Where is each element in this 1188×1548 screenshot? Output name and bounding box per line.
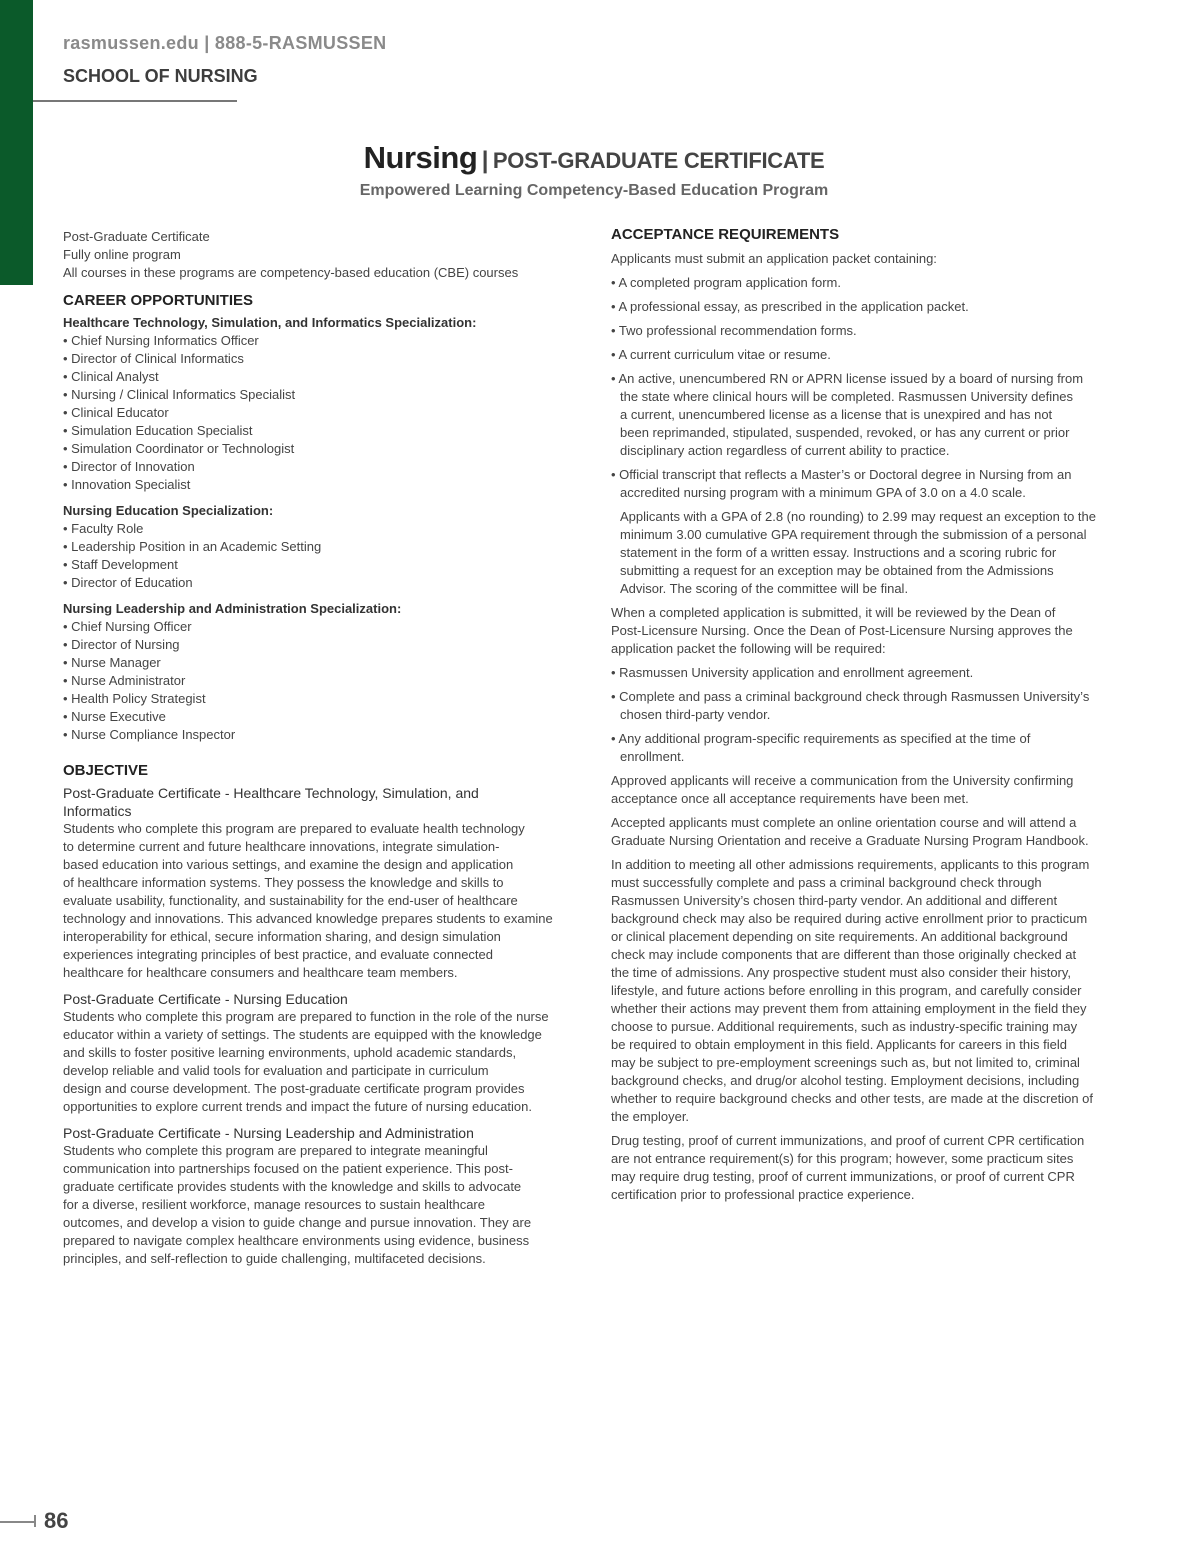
body-line: application packet the following will be required: [611, 641, 886, 656]
body-line: background check may also be required during active enrollment prior to practicum [611, 911, 1088, 926]
specialization-title: Nursing Leadership and Administration Specialization: [63, 601, 402, 616]
career-heading: CAREER OPPORTUNITIES [63, 292, 254, 309]
career-group [63, 502, 583, 592]
body-line: healthcare for healthcare consumers and healthcare team members. [63, 965, 458, 980]
body-line: chosen third-party vendor. [620, 707, 771, 722]
objective-section [63, 784, 583, 982]
list-item: • Chief Nursing Officer [63, 619, 192, 634]
objective-heading: OBJECTIVE [63, 762, 149, 779]
body-line: are not entrance requirement(s) for this program; however, some practicum sites [611, 1151, 1074, 1166]
body-line: a current, unencumbered license as a license that is unexpired and has not [620, 407, 1053, 422]
body-line: may be subject to pre-employment screenings such as, but not limited to, criminal [611, 1055, 1080, 1070]
acceptance-paragraph [611, 814, 1131, 850]
body-line: acceptance once all acceptance requirements have been met. [611, 791, 969, 806]
body-line: enrollment. [620, 749, 685, 764]
list-item: • Leadership Position in an Academic Setting [63, 539, 322, 554]
acceptance-list [611, 250, 1131, 1204]
acceptance-bullet [611, 346, 1131, 364]
body-line: design and course development. The post-graduate certificate program provides [63, 1081, 525, 1096]
objective-title: Informatics [63, 803, 132, 819]
body-line: technology and innovations. This advanced knowledge prepares students to examine [63, 911, 553, 926]
body-line: to determine current and future healthcare innovations, integrate simulation- [63, 839, 500, 854]
title-separator: | [481, 147, 489, 174]
page-number-rule [0, 1521, 36, 1523]
body-line: Students who complete this program are prepared to function in the role of the nurse [63, 1009, 549, 1024]
body-line: Advisor. The scoring of the committee will be final. [620, 581, 909, 596]
body-line: • Official transcript that reflects a Master’s or Doctoral degree in Nursing from an [611, 467, 1072, 482]
body-line: check may include components that are different than those originally checked at [611, 947, 1077, 962]
body-line: educator within a variety of settings. The students are equipped with the knowledge [63, 1027, 542, 1042]
body-line: • A current curriculum vitae or resume. [611, 347, 831, 362]
body-line: certification prior to professional practice experience. [611, 1187, 915, 1202]
body-line: submitting a request for an exception may be obtained from the Admissions [620, 563, 1054, 578]
objective-section [63, 1124, 583, 1268]
right-column [611, 226, 1131, 1204]
body-line: In addition to meeting all other admissions requirements, applicants to this program [611, 857, 1090, 872]
body-line: Rasmussen University’s chosen third-party vendor. An additional and different [611, 893, 1058, 908]
list-item: • Nurse Manager [63, 655, 161, 670]
list-item: • Staff Development [63, 557, 178, 572]
body-line: Drug testing, proof of current immunizations, and proof of current CPR certification [611, 1133, 1085, 1148]
body-line: • An active, unencumbered RN or APRN license issued by a board of nursing from [611, 371, 1084, 386]
page-title [0, 140, 1188, 176]
body-line: based education into various settings, and examine the design and application [63, 857, 514, 872]
acceptance-bullet [611, 274, 1131, 292]
body-line: Students who complete this program are prepared to integrate meaningful [63, 1143, 488, 1158]
body-line: interoperability for ethical, secure information sharing, and design simulation [63, 929, 501, 944]
list-item: • Faculty Role [63, 521, 144, 536]
body-line: • A completed program application form. [611, 275, 842, 290]
acceptance-paragraph [611, 772, 1131, 808]
body-line: background checks, and drug/or alcohol testing. Employment decisions, including [611, 1073, 1080, 1088]
body-line: • Any additional program-specific requirements as specified at the time of [611, 731, 1031, 746]
list-item: • Chief Nursing Informatics Officer [63, 333, 259, 348]
body-line: be required to obtain employment in this field. Applicants for careers in this field [611, 1037, 1067, 1052]
body-line: Applicants must submit an application packet containing: [611, 251, 937, 266]
body-line: the time of admissions. Any prospective student must also consider their history, [611, 965, 1072, 980]
intro-line: All courses in these programs are competency-based education (CBE) courses [63, 265, 519, 280]
list-item: • Health Policy Strategist [63, 691, 206, 706]
header-divider [33, 100, 237, 102]
objective-section [63, 990, 583, 1116]
list-item: • Simulation Education Specialist [63, 423, 253, 438]
body-line: accredited nursing program with a minimum GPA of 3.0 on a 4.0 scale. [620, 485, 1026, 500]
body-line: minimum 3.00 cumulative GPA requirement through the submission of a personal [620, 527, 1087, 542]
body-line: and skills to foster positive learning environments, uphold academic standards, [63, 1045, 517, 1060]
list-item: • Simulation Coordinator or Technologist [63, 441, 295, 456]
body-line: When a completed application is submitted, it will be reviewed by the Dean of [611, 605, 1056, 620]
list-item: • Nurse Executive [63, 709, 166, 724]
body-line: develop reliable and valid tools for evaluation and participate in curriculum [63, 1063, 489, 1078]
body-line: principles, and self-reflection to guide challenging, multifaceted decisions. [63, 1251, 486, 1266]
body-line: evaluate usability, functionality, and sustainability for the end-user of healthcare [63, 893, 518, 908]
body-line: been reprimanded, stipulated, suspended, revoked, or has any current or prior [620, 425, 1070, 440]
acceptance-paragraph [611, 1132, 1131, 1204]
body-line: lifestyle, and future actions before enrolling in this program, and carefully consider [611, 983, 1082, 998]
body-line: Accepted applicants must complete an online orientation course and will attend a [611, 815, 1077, 830]
body-line: experiences integrating principles of best practice, and evaluate connected [63, 947, 493, 962]
list-item: • Director of Education [63, 575, 193, 590]
acceptance-bullet [611, 322, 1131, 340]
list-item: • Innovation Specialist [63, 477, 191, 492]
objective-title: Post-Graduate Certificate - Nursing Leadership and Administration [63, 1125, 474, 1141]
body-line: may require drug testing, proof of current immunizations, or proof of current CPR [611, 1169, 1075, 1184]
acceptance-heading: ACCEPTANCE REQUIREMENTS [611, 226, 840, 243]
acceptance-bullet [611, 370, 1131, 460]
body-line: for a diverse, resilient workforce, manage resources to sustain healthcare [63, 1197, 485, 1212]
list-item: • Nurse Administrator [63, 673, 186, 688]
intro-line: Post-Graduate Certificate [63, 229, 210, 244]
specialization-title: Nursing Education Specialization: [63, 503, 274, 518]
body-line: Students who complete this program are prepared to evaluate health technology [63, 821, 525, 836]
body-line: opportunities to explore current trends and impact the future of nursing education. [63, 1099, 533, 1114]
body-line: statement in the form of a written essay. Instructions and a scoring rubric for [620, 545, 1057, 560]
body-line: • Complete and pass a criminal background check through Rasmussen University’s [611, 689, 1090, 704]
page-subtitle: Empowered Learning Competency-Based Education Program [359, 182, 829, 199]
acceptance-paragraph [611, 604, 1131, 658]
list-item: • Director of Nursing [63, 637, 180, 652]
intro-line: Fully online program [63, 247, 181, 262]
body-line: graduate certificate provides students with the knowledge and skills to advocate [63, 1179, 522, 1194]
body-line: choose to pursue. Additional requirements, such as industry-specific training may [611, 1019, 1078, 1034]
list-item: • Director of Innovation [63, 459, 195, 474]
body-line: Applicants with a GPA of 2.8 (no rounding) to 2.99 may request an exception to the [620, 509, 1096, 524]
acceptance-bullet [611, 466, 1131, 502]
objective-title: Post-Graduate Certificate - Nursing Education [63, 991, 348, 1007]
body-line: • A professional essay, as prescribed in the application packet. [611, 299, 969, 314]
body-line: the state where clinical hours will be completed. Rasmussen University defines [620, 389, 1074, 404]
list-item: • Director of Clinical Informatics [63, 351, 244, 366]
list-item: • Clinical Educator [63, 405, 169, 420]
body-line: the employer. [611, 1109, 690, 1124]
acceptance-paragraph [611, 856, 1131, 1126]
page-number-tick [34, 1515, 36, 1527]
acceptance-paragraph [611, 508, 1131, 598]
acceptance-bullet [611, 298, 1131, 316]
site-contact: rasmussen.edu | 888-5-RASMUSSEN [63, 33, 387, 53]
list-item: • Nurse Compliance Inspector [63, 727, 236, 742]
list-item: • Clinical Analyst [63, 369, 159, 384]
brand-side-bar-tip [0, 200, 33, 285]
body-line: • Two professional recommendation forms. [611, 323, 857, 338]
body-line: • Rasmussen University application and enrollment agreement. [611, 665, 974, 680]
page-number: 86 [44, 1508, 69, 1533]
body-line: prepared to navigate complex healthcare environments using evidence, business [63, 1233, 530, 1248]
acceptance-bullet [611, 688, 1131, 724]
specialization-title: Healthcare Technology, Simulation, and Informatics Specialization: [63, 315, 477, 330]
career-group [63, 600, 583, 744]
career-group [63, 314, 583, 494]
left-column [63, 228, 583, 1268]
intro [63, 228, 583, 282]
objective-title: Post-Graduate Certificate - Healthcare Technology, Simulation, and [63, 785, 479, 801]
school-name: SCHOOL OF NURSING [63, 66, 258, 86]
list-item: • Nursing / Clinical Informatics Specialist [63, 387, 296, 402]
acceptance-paragraph [611, 250, 1131, 268]
acceptance-bullet [611, 664, 1131, 682]
body-line: communication into partnerships focused on the patient experience. This post- [63, 1161, 513, 1176]
body-line: outcomes, and develop a vision to guide change and pursue innovation. They are [63, 1215, 532, 1230]
body-line: Approved applicants will receive a communication from the University confirming [611, 773, 1074, 788]
body-line: whether their actions may prevent them from attaining employment in the field they [611, 1001, 1087, 1016]
body-line: Post-Licensure Nursing. Once the Dean of Post-Licensure Nursing approves the [611, 623, 1073, 638]
body-line: or clinical placement depending on site requirements. An additional background [611, 929, 1068, 944]
body-line: of healthcare information systems. They possess the knowledge and skills to [63, 875, 504, 890]
body-line: whether to require background checks and other tests, are made at the discretion of [611, 1091, 1093, 1106]
body-line: disciplinary action regardless of current ability to practice. [620, 443, 950, 458]
body-line: Graduate Nursing Orientation and receive a Graduate Nursing Program Handbook. [611, 833, 1089, 848]
title-main: Nursing [363, 140, 478, 175]
acceptance-bullet [611, 730, 1131, 766]
title-credential: POST-GRADUATE CERTIFICATE [492, 148, 825, 173]
body-line: must successfully complete and pass a criminal background check through [611, 875, 1042, 890]
